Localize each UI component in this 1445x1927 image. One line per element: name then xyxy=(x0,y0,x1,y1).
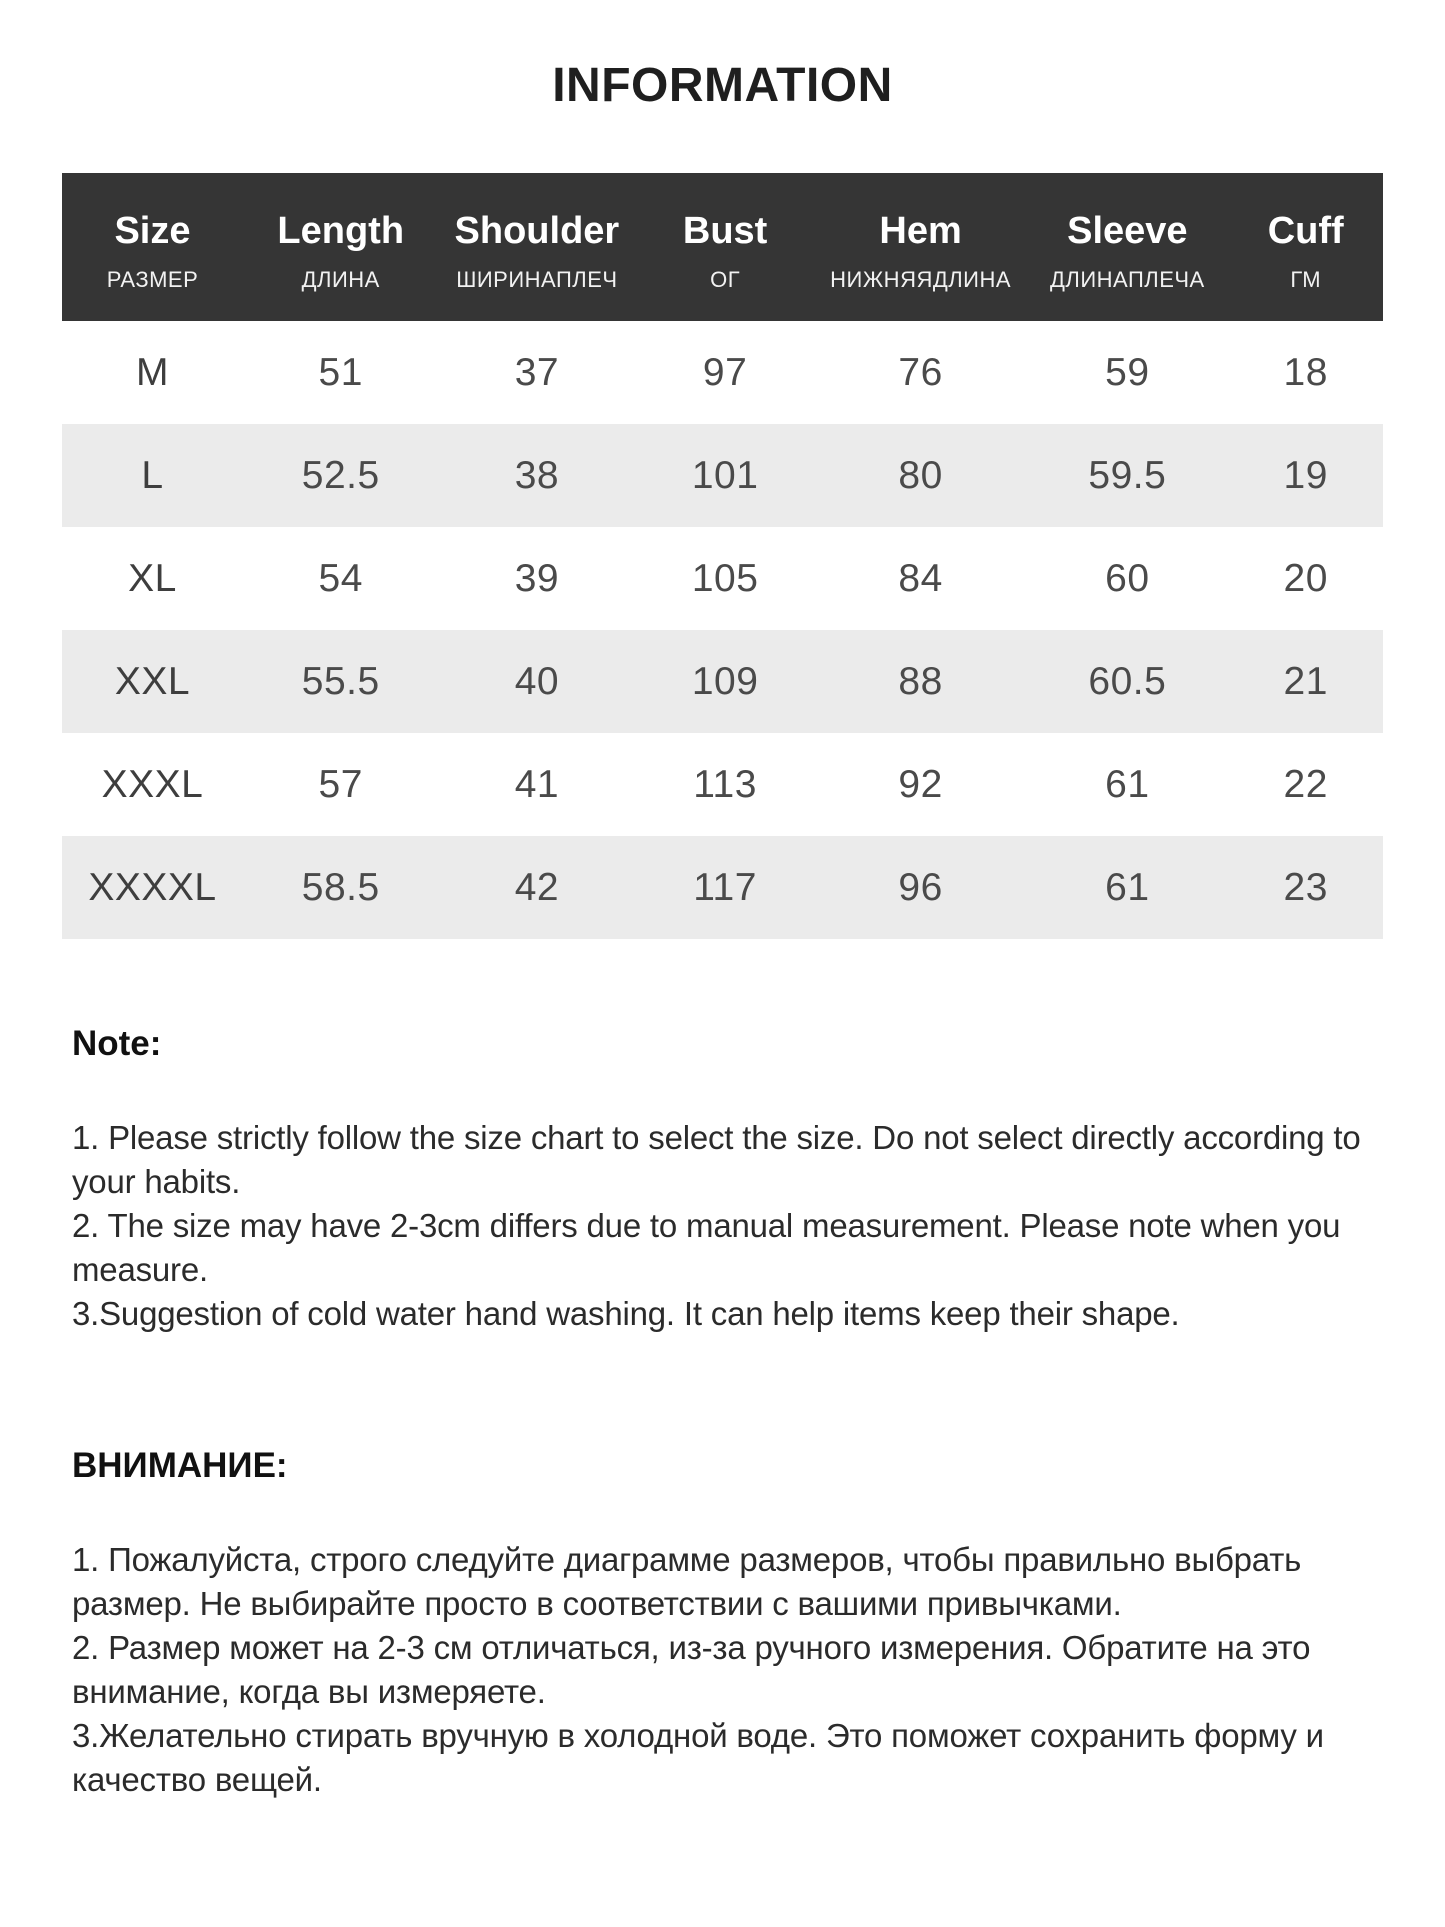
column-header-shoulder xyxy=(438,173,635,321)
value-cell: 40 xyxy=(514,659,560,703)
size-chart-body xyxy=(62,321,1383,939)
value-cell: 57 xyxy=(318,762,363,806)
size-cell: XXXXL xyxy=(88,865,217,909)
value-cell: 96 xyxy=(898,865,943,909)
note-items xyxy=(62,1116,1383,1336)
value-cell: 37 xyxy=(514,350,560,394)
note-item: 1. Please strictly follow the size chart to select the size. Do not select directly according to your habits. xyxy=(72,1119,1361,1200)
value-cell: 97 xyxy=(702,350,748,394)
column-label-en: Cuff xyxy=(1267,210,1344,252)
column-header-hem xyxy=(815,173,1026,321)
attention-item: 1. Пожалуйста, строго следуйте диаграмме размеров, чтобы правильно выбрать размер. Не выбирайте просто в соответствии с вашими привычками. xyxy=(72,1541,1302,1622)
size-cell: L xyxy=(141,453,164,497)
value-cell: 42 xyxy=(514,865,560,909)
value-cell: 113 xyxy=(693,762,757,806)
value-cell: 38 xyxy=(514,453,560,497)
size-cell: XXXL xyxy=(101,762,204,806)
value-cell: 61 xyxy=(1105,865,1150,909)
column-header-cuff xyxy=(1228,173,1383,321)
value-cell: 84 xyxy=(898,556,943,600)
column-label-ru: ДЛИНАПЛЕЧА xyxy=(1049,267,1205,292)
value-cell: 22 xyxy=(1283,762,1328,806)
value-cell: 18 xyxy=(1283,350,1328,394)
note-item: 3.Suggestion of cold water hand washing. It can help items keep their shape. xyxy=(72,1295,1180,1332)
value-cell: 92 xyxy=(898,762,943,806)
value-cell: 19 xyxy=(1283,453,1328,497)
value-cell: 88 xyxy=(898,659,943,703)
column-header-bust xyxy=(635,173,815,321)
value-cell: 60.5 xyxy=(1088,659,1167,703)
size-cell: M xyxy=(135,350,169,394)
size-cell: XXL xyxy=(114,659,191,703)
table-row xyxy=(62,630,1383,733)
column-label-ru: НИЖНЯЯДЛИНА xyxy=(830,267,1012,292)
value-cell: 51 xyxy=(318,350,363,394)
value-cell: 21 xyxy=(1283,659,1328,703)
column-label-ru: ШИРИНАПЛЕЧ xyxy=(456,267,618,292)
column-label-ru: ДЛИНА xyxy=(301,267,380,292)
value-cell: 52.5 xyxy=(301,453,380,497)
column-label-en: Size xyxy=(114,210,191,252)
attention-section xyxy=(62,1446,1383,1802)
page-title: INFORMATION xyxy=(552,59,893,112)
value-cell: 39 xyxy=(514,556,560,600)
column-label-ru: ГМ xyxy=(1290,267,1322,292)
note-item: 2. The size may have 2-3cm differs due to manual measurement. Please note when you measure. xyxy=(72,1207,1341,1288)
column-header-size xyxy=(62,173,243,321)
size-cell: XL xyxy=(128,556,177,600)
value-cell: 20 xyxy=(1283,556,1328,600)
value-cell: 60 xyxy=(1105,556,1150,600)
size-chart-header xyxy=(62,173,1383,321)
column-label-ru: ОГ xyxy=(710,267,741,292)
attention-items xyxy=(62,1538,1383,1802)
column-label-en: Hem xyxy=(879,210,962,252)
attention-item: 2. Размер может на 2-3 см отличаться, из-за ручного измерения. Обратите на это внимание, когда вы измеряете. xyxy=(72,1629,1311,1710)
column-label-en: Bust xyxy=(682,210,768,252)
value-cell: 61 xyxy=(1105,762,1150,806)
size-chart-table xyxy=(62,173,1383,939)
column-label-ru: РАЗМЕР xyxy=(106,267,199,292)
table-row xyxy=(62,321,1383,424)
table-row xyxy=(62,733,1383,836)
value-cell: 55.5 xyxy=(301,659,380,703)
attention-heading: ВНИМАНИЕ: xyxy=(72,1446,288,1485)
value-cell: 109 xyxy=(691,659,759,703)
value-cell: 105 xyxy=(691,556,759,600)
header-row xyxy=(62,173,1383,321)
note-section xyxy=(62,1024,1383,1336)
value-cell: 80 xyxy=(898,453,943,497)
column-label-en: Sleeve xyxy=(1067,210,1188,252)
note-heading: Note: xyxy=(72,1024,162,1063)
value-cell: 101 xyxy=(691,453,759,497)
value-cell: 54 xyxy=(318,556,363,600)
value-cell: 59 xyxy=(1105,350,1150,394)
value-cell: 117 xyxy=(693,865,757,909)
column-label-en: Shoulder xyxy=(454,210,620,252)
table-row xyxy=(62,836,1383,939)
column-label-en: Length xyxy=(277,210,405,252)
value-cell: 41 xyxy=(514,762,560,806)
table-row xyxy=(62,424,1383,527)
value-cell: 59.5 xyxy=(1088,453,1167,497)
table-row xyxy=(62,527,1383,630)
attention-item: 3.Желательно стирать вручную в холодной воде. Это поможет сохранить форму и качество вещей. xyxy=(72,1717,1324,1798)
column-header-length xyxy=(243,173,439,321)
value-cell: 58.5 xyxy=(301,865,380,909)
value-cell: 76 xyxy=(898,350,943,394)
value-cell: 23 xyxy=(1283,865,1328,909)
column-header-sleeve xyxy=(1026,173,1228,321)
